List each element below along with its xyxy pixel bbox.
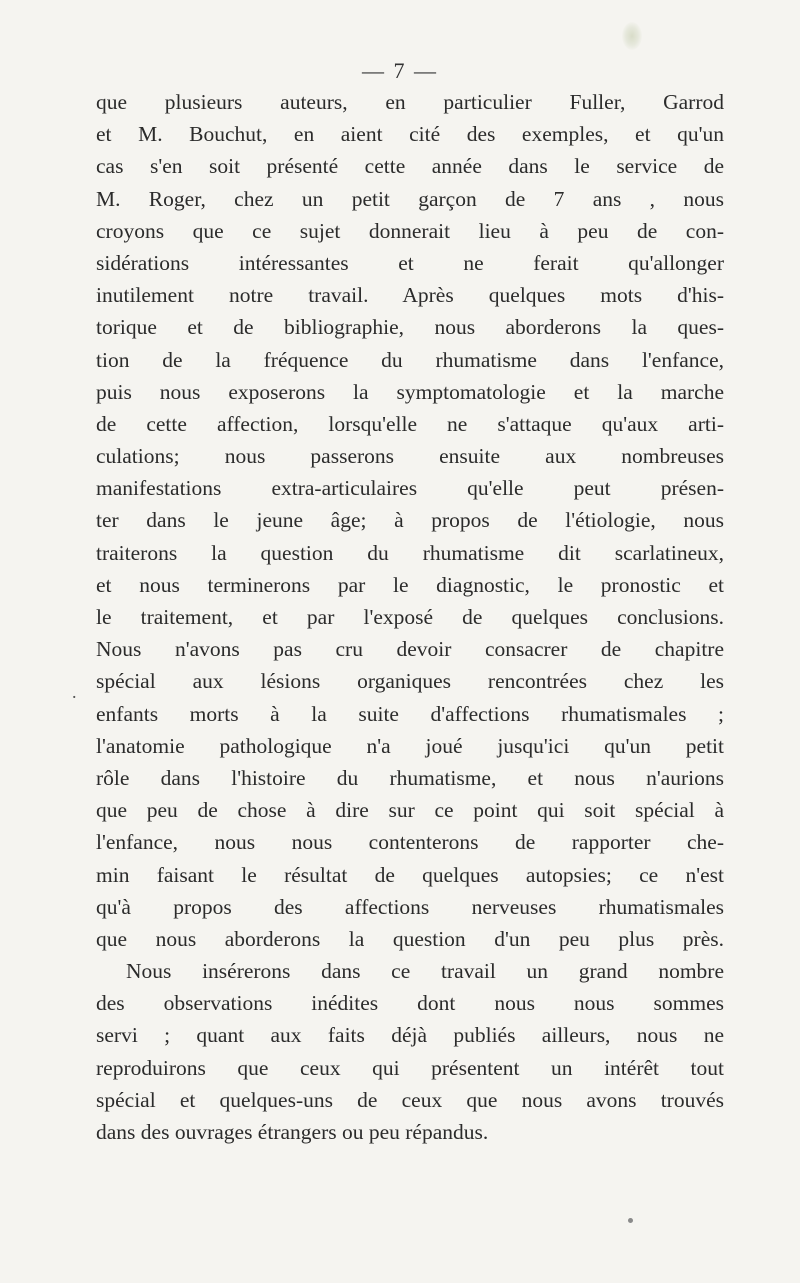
- text-line: qu'à propos des affections nerveuses rhumatismales: [96, 894, 724, 919]
- text-line: reproduirons que ceux qui présentent un intérêt tout: [96, 1055, 724, 1080]
- text-line: Nous insérerons dans ce travail un grand nombre: [126, 959, 724, 984]
- body-text: [96, 86, 724, 1148]
- text-line: spécial aux lésions organiques rencontrées chez les: [96, 669, 724, 694]
- text-line: tion de la fréquence du rhumatisme dans l'enfance,: [96, 347, 724, 372]
- ink-dot: [628, 1218, 633, 1223]
- text-line: l'enfance, nous nous contenterons de rapporter che-: [96, 830, 724, 855]
- text-line: enfants morts à la suite d'affections rhumatismales ;: [96, 701, 724, 726]
- text-line: et M. Bouchut, en aient cité des exemples, et qu'un: [96, 122, 724, 147]
- text-line: que peu de chose à dire sur ce point qui soit spécial à: [96, 798, 724, 823]
- page-number: — 7 —: [362, 58, 438, 83]
- text-line: sidérations intéressantes et ne ferait qu'allonger: [96, 250, 724, 275]
- text-line: servi ; quant aux faits déjà publiés ailleurs, nous ne: [96, 1023, 724, 1048]
- text-line: min faisant le résultat de quelques autopsies; ce n'est: [96, 862, 724, 887]
- text-line: cas s'en soit présenté cette année dans le service de: [96, 154, 724, 179]
- text-line: ter dans le jeune âge; à propos de l'étiologie, nous: [96, 508, 724, 533]
- text-line: que plusieurs auteurs, en particulier Fuller, Garrod: [96, 90, 724, 114]
- text-line: Nous n'avons pas cru devoir consacrer de chapitre: [96, 637, 724, 662]
- text-line: inutilement notre travail. Après quelques mots d'his-: [96, 283, 724, 308]
- text-line: des observations inédites dont nous nous sommes: [96, 991, 724, 1016]
- text-line: et nous terminerons par le diagnostic, le pronostic et: [96, 572, 724, 597]
- paper-stain: [622, 22, 642, 50]
- text-line: que nous aborderons la question d'un peu plus près.: [96, 926, 724, 951]
- text-line: manifestations extra-articulaires qu'elle peut présen-: [96, 476, 724, 501]
- text-line: puis nous exposerons la symptomatologie et la marche: [96, 379, 724, 404]
- text-line: spécial et quelques-uns de ceux que nous avons trouvés: [96, 1087, 724, 1112]
- text-line: l'anatomie pathologique n'a joué jusqu'ici qu'un petit: [96, 733, 724, 758]
- text-line: M. Roger, chez un petit garçon de 7 ans , nous: [96, 186, 724, 211]
- text-line: le traitement, et par l'exposé de quelques conclusions.: [96, 605, 724, 629]
- margin-mark: .: [72, 682, 77, 702]
- text-line: croyons que ce sujet donnerait lieu à peu de con-: [96, 218, 724, 243]
- text-line: de cette affection, lorsqu'elle ne s'attaque qu'aux arti-: [96, 411, 724, 436]
- text-line: dans des ouvrages étrangers ou peu répandus.: [96, 1120, 489, 1144]
- text-line: torique et de bibliographie, nous aborderons la ques-: [96, 315, 724, 340]
- text-line: traiterons la question du rhumatisme dit scarlatineux,: [96, 540, 724, 565]
- text-line: rôle dans l'histoire du rhumatisme, et nous n'aurions: [96, 765, 724, 790]
- text-line: culations; nous passerons ensuite aux nombreuses: [96, 444, 724, 469]
